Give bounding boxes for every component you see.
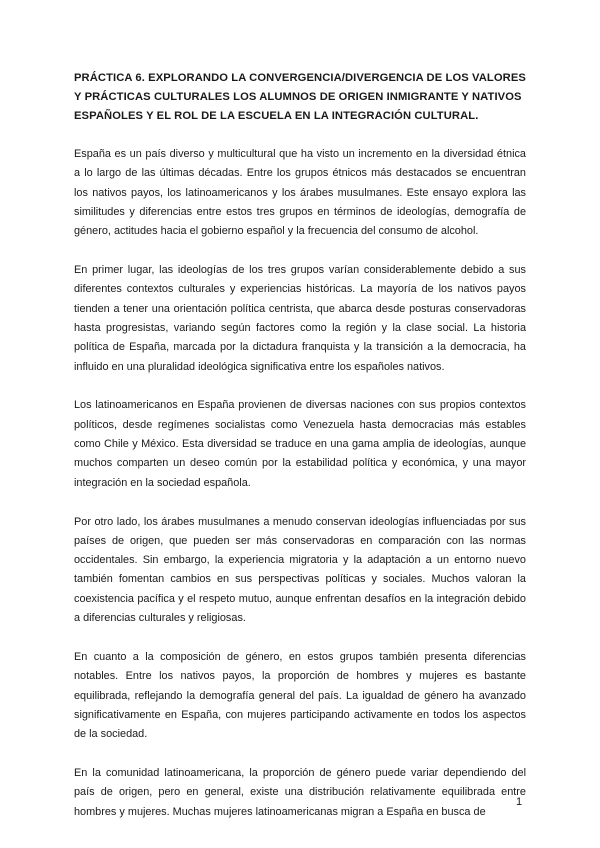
paragraph-4: Por otro lado, los árabes musulmanes a menudo conservan ideologías influenciadas por sus países de origen, que pueden ser más conservadoras en comparación con las normas occidentales. Sin embargo, la experiencia migratoria y la adaptación a un entorno nuevo también fomentan cambios en sus perspectivas políticas y sociales. Muchos valoran la coexistencia pacífica y el respeto mutuo, aunque enfrentan desafíos en la integración debido a diferencias culturales y religiosas. [74, 515, 526, 625]
document-title: PRÁCTICA 6. EXPLORANDO LA CONVERGENCIA/DIVERGENCIA DE LOS VALORES Y PRÁCTICAS CULTURALES LOS ALUMNOS DE ORIGEN INMIGRANTE Y NATIVOS ESPAÑOLES Y EL ROL DE LA ESCUELA EN LA INTEGRACIÓN CULTURAL. [74, 72, 526, 122]
paragraph-3: Los latinoamericanos en España provienen de diversas naciones con sus propios contextos políticos, desde regímenes socialistas como Venezuela hasta democracias más estables como Chile y México. Esta diversidad se traduce en una gama amplia de ideologías, aunque muchos comparten un deseo común por la estabilidad política y económica, y una mayor integración en la sociedad española. [74, 399, 526, 489]
paragraph-6: En la comunidad latinoamericana, la proporción de género puede variar dependiendo del país de origen, pero en general, existe una distribución relativamente equilibrada entre hombres y mujeres. Muchas mujeres latinoamericanas migran a España en busca de [74, 766, 526, 818]
paragraph-1: España es un país diverso y multicultural que ha visto un incremento en la diversidad étnica a lo largo de las últimas décadas. Entre los grupos étnicos más destacados se encuentran los nativos payos, los latinoamericanos y los árabes musulmanes. Este ensayo explora las similitudes y diferencias entre estos tres grupos en términos de ideologías, demografía de género, actitudes hacia el gobierno español y la frecuencia del consumo de alcohol. [74, 148, 526, 238]
paragraph-2: En primer lugar, las ideologías de los tres grupos varían considerablemente debido a sus diferentes contextos culturales y experiencias históricas. La mayoría de los nativos payos tienden a tener una orientación política centrista, que abarca desde posturas conservadoras hasta progresistas, variando según factores como la región y la clase social. La historia política de España, marcada por la dictadura franquista y la transición a la democracia, ha influido en una pluralidad ideológica significativa entre los españoles nativos. [74, 264, 526, 373]
page-number: 1 [516, 796, 523, 808]
paragraph-5: En cuanto a la composición de género, en estos grupos también presenta diferencias notables. Entre los nativos payos, la proporción de hombres y mujeres es bastante equilibrada, reflejando la demografía general del país. La igualdad de género ha avanzado significativamente en España, con mujeres participando activamente en todos los aspectos de la sociedad. [74, 650, 526, 741]
document-page [74, 69, 526, 841]
